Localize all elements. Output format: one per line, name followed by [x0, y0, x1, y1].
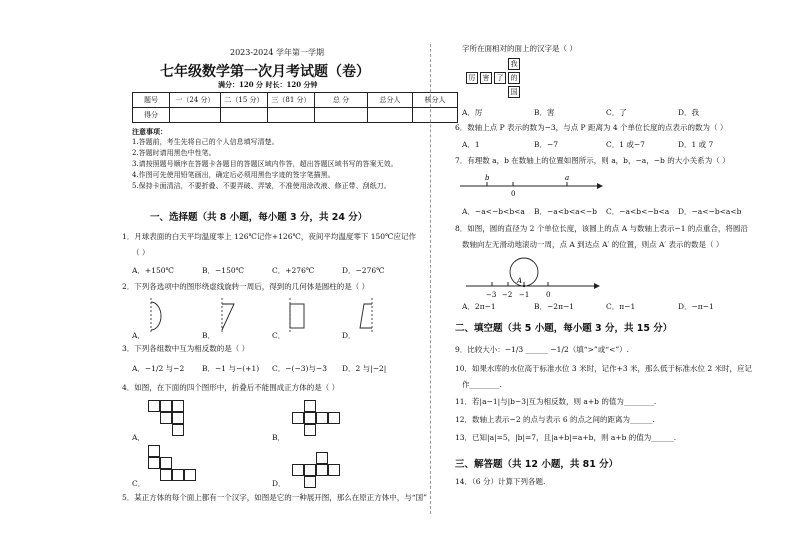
q5-option-b[interactable]: B．害 [534, 108, 555, 117]
q6-option-d[interactable]: D．1 或 7 [678, 140, 714, 149]
semester-label: 2023-2024 学年第一学期 [230, 48, 324, 57]
q5-option-d[interactable]: D．我 [678, 108, 700, 117]
score-cell: 得分 [133, 108, 170, 123]
score-input[interactable] [268, 108, 315, 123]
score-cell: 一（24 分） [170, 93, 221, 108]
question-5-continued: 字所在面相对的面上的汉字是（ ） [462, 44, 577, 53]
q6-option-b[interactable]: B．−7 [534, 140, 559, 149]
question-8-line2: 数轴向左无滑动地滚动一周，点 A 到达点 A′ 的位置，则点 A′ 表示的数是（ ） [462, 240, 724, 249]
exam-title: 七年级数学第一次月考试题（卷） [160, 64, 370, 80]
score-cell: 题号 [133, 93, 170, 108]
cube-face: 厉 [466, 72, 478, 84]
cube-face: 了 [494, 72, 506, 84]
q7-option-b[interactable]: B．−a<b<a<−b [534, 207, 597, 216]
question-7: 7．有理数 a，b 在数轴上的位置如图所示，则 a，b，−a，−b 的大小关系为（ ） [455, 156, 730, 165]
exam-meta: 满分：120 分 时长：120 分钟 [218, 80, 318, 89]
score-input[interactable] [170, 108, 221, 123]
q7-label-a: a [565, 174, 570, 182]
question-1: 1．月球表面的白天平均温度零上 126℃记作+126℃，夜间平均温度零下 150℃应记作 [122, 232, 416, 241]
q8-figure [462, 252, 602, 302]
q2-option-d[interactable]: D． [342, 331, 356, 340]
q3-option-c[interactable]: C．−(−3)与−3 [272, 364, 327, 373]
column-divider [430, 44, 432, 514]
q2-option-b[interactable]: B． [202, 331, 216, 340]
note-item: 1.答题前，考生先将自己的个人信息填写清楚。 [132, 138, 279, 146]
q5-option-a[interactable]: A．厉 [462, 108, 483, 117]
section-3-title: 三、解答题（共 12 小题，共 81 分） [455, 459, 619, 470]
q8-tick-label: −3 [486, 291, 497, 299]
question-4: 4．如图，在下面的四个图形中，折叠后不能围成正方体的是（ ） [122, 383, 340, 392]
question-12: 12．数轴上表示−2 的点与表示 6 的点之间的距离为______. [455, 415, 655, 424]
question-13: 13．已知|a|=5，|b|=7，且|a+b|=a+b，则 a+b 的值为______. [455, 433, 677, 442]
notes-title: 注意事项： [132, 127, 167, 136]
q8-option-a[interactable]: A．2π−1 [462, 302, 496, 311]
q3-option-a[interactable]: A．−1/2 与−2 [132, 364, 185, 373]
question-2: 2．下列各选项中的图形绕虚线旋转一周后，得到的几何体是圆柱的是（ ） [122, 282, 370, 291]
question-14: 14．（6 分）计算下列各题. [455, 477, 546, 486]
question-10-line2: 作________. [462, 380, 502, 389]
note-item: 2.答题时请用黑色中性笔。 [132, 149, 216, 157]
q2-figure-a [143, 296, 173, 336]
note-item: 4.作图可先使用铅笔画出，确定后必须用黑色字迹的签字笔描黑。 [132, 171, 335, 179]
q7-option-d[interactable]: D．−a<−b<a<b [678, 207, 742, 216]
score-cell: 总 分 [315, 93, 368, 108]
q8-tick-label: −1 [519, 291, 530, 299]
cube-face: 国 [508, 86, 520, 98]
q2-figure-c [282, 296, 312, 336]
q2-figure-d [352, 296, 382, 336]
q3-option-d[interactable]: D．2 与|−2| [342, 364, 387, 373]
q6-option-a[interactable]: A．1 [462, 140, 480, 149]
score-input[interactable] [413, 108, 458, 123]
q7-option-c[interactable]: C．−a<b<−b<a [606, 207, 670, 216]
q6-option-c[interactable]: C．1 或−7 [606, 140, 645, 149]
q1-option-b[interactable]: B．−150℃ [202, 266, 245, 275]
section-2-title: 二、填空题（共 5 小题，每小题 3 分，共 15 分） [455, 323, 673, 334]
q5-option-c[interactable]: C．了 [606, 108, 627, 117]
question-6: 6．数轴上点 P 表示的数为−3，与点 P 距离为 4 个单位长度的点表示的数为（ ） [455, 123, 728, 132]
cube-face: 的 [508, 72, 520, 84]
q8-option-c[interactable]: C．π−1 [606, 302, 636, 311]
q7-number-line [455, 172, 605, 198]
question-11: 11．若|a−1|与|b−3|互为相反数，则 a+b 的值为________. [455, 397, 657, 406]
q8-tick-label: 0 [546, 291, 551, 299]
cube-face: 害 [480, 72, 492, 84]
score-cell: 二（15 分） [221, 93, 268, 108]
q8-option-d[interactable]: D．−π−1 [678, 302, 714, 311]
score-input[interactable] [315, 108, 368, 123]
score-cell: 总分人 [368, 93, 413, 108]
q4-option-a[interactable]: A． [132, 433, 145, 442]
score-input[interactable] [221, 108, 268, 123]
question-8-line1: 8．如图，圆的直径为 2 个单位长度，该圆上的点 A 与数轴上表示−1 的点重合，将圆沿 [455, 224, 748, 233]
question-10-line1: 10．如果水库的水位高于标准水位 3 米时，记作+3 米，那么低于标准水位 2 米时，应记 [455, 364, 753, 373]
q8-tick-label: −2 [502, 291, 513, 299]
q7-label-0: 0 [511, 190, 516, 198]
q3-option-b[interactable]: B．−1 与−(+1) [202, 364, 260, 373]
q4-option-c[interactable]: C． [132, 479, 146, 488]
question-5: 5．某正方体的每个面上都有一个汉字，如图是它的一种展开图，那么在原正方体中，与“国” [122, 493, 427, 502]
q1-option-d[interactable]: D．−276℃ [342, 266, 385, 275]
score-cell: 核分人 [413, 93, 458, 108]
q2-figure-b [212, 296, 242, 336]
q8-point-label: A [517, 277, 523, 285]
q2-option-a[interactable]: A． [132, 331, 145, 340]
section-1-title: 一、选择题（共 8 小题，每小题 3 分，共 24 分） [150, 212, 368, 223]
q7-label-b: b [485, 174, 490, 182]
question-1-paren: （ ） [132, 248, 150, 257]
q4-option-b[interactable]: B． [272, 433, 286, 442]
question-3: 3．下列各组数中互为相反数的是（ ） [122, 344, 250, 353]
score-input[interactable] [368, 108, 413, 123]
score-cell: 三（81 分） [268, 93, 315, 108]
cube-face: 我 [508, 58, 520, 70]
note-item: 5.保持卡面清洁，不要折叠、不要弄破、弄皱，不准使用涂改液、修正带、刮纸刀。 [132, 182, 391, 190]
q2-option-c[interactable]: C． [272, 331, 286, 340]
q4-option-d[interactable]: D． [272, 479, 286, 488]
note-item: 3.请按照题号顺序在答题卡各题目的答题区域内作答，超出答题区域书写的答案无效。 [132, 160, 398, 168]
q7-option-a[interactable]: A．−a<−b<b<a [462, 207, 525, 216]
score-table [132, 92, 458, 123]
question-9: 9．比较大小：−1/3 ______ −1/2（填“>”或“<”）. [455, 345, 630, 354]
q1-option-c[interactable]: C．+276℃ [272, 266, 315, 275]
q8-option-b[interactable]: B．−2π−1 [534, 302, 575, 311]
q1-option-a[interactable]: A．+150℃ [132, 266, 174, 275]
